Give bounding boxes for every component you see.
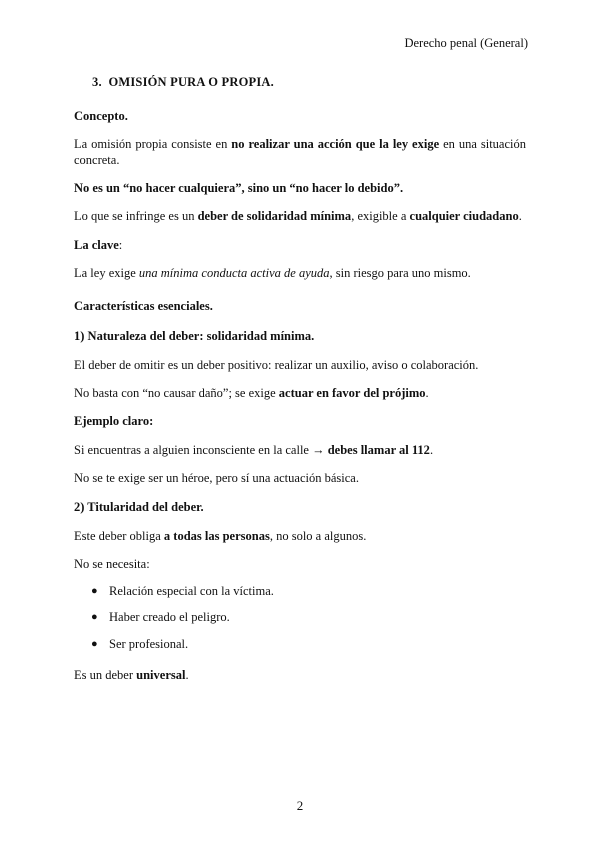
text-run: . — [425, 386, 429, 400]
page-number: 2 — [296, 798, 304, 813]
text-run: No basta con “no causar daño”; se exige — [74, 386, 279, 400]
subsection-1-heading: 1) Naturaleza del deber: solidaridad mínima. — [74, 329, 315, 343]
concepto-paragraph-2: No es un “no hacer cualquiera”, sino un “no hacer lo debido”. — [74, 181, 404, 195]
bold-run: a todas las personas — [163, 529, 270, 543]
text-run: Lo que se infringe es un — [74, 209, 198, 223]
bold-run: no realizar una acción que la ley exige — [231, 137, 440, 151]
subsection-2-paragraph-2: No se necesita: — [74, 557, 150, 571]
list-item: Haber creado el peligro. — [109, 610, 230, 624]
list-item: Ser profesional. — [109, 637, 189, 651]
text-run: Si encuentras a alguien inconsciente en la calle → — [74, 443, 328, 457]
bullet-dot-icon: ● — [91, 638, 98, 650]
ejemplo-heading: Ejemplo claro: — [74, 414, 154, 428]
section-number: 3. — [92, 75, 102, 89]
section-title-text: OMISIÓN PURA O PROPIA. — [108, 75, 274, 89]
subsection-1-paragraph-2 — [74, 385, 526, 401]
text-run: Es un deber — [74, 668, 137, 682]
subsection-2-heading: 2) Titularidad del deber. — [74, 500, 204, 514]
text-run: , no solo a algunos. — [269, 529, 367, 543]
running-header: Derecho penal (General) — [404, 36, 528, 50]
bold-run: deber de solidaridad mínima — [197, 209, 352, 223]
text-run: , exigible a — [351, 209, 410, 223]
concepto-heading: Concepto. — [74, 109, 128, 123]
clave-paragraph — [74, 265, 526, 281]
concepto-paragraph-3 — [74, 208, 526, 224]
text-run: en una situación concreta. — [74, 137, 526, 167]
bullet-dot-icon: ● — [91, 611, 98, 623]
caracteristicas-heading: Características esenciales. — [74, 299, 213, 313]
list-item: Relación especial con la víctima. — [109, 584, 274, 598]
italic-run: una mínima conducta activa de ayuda — [138, 266, 330, 280]
text-run: La ley exige — [74, 266, 139, 280]
subsection-1-paragraph-1: El deber de omitir es un deber positivo: realizar un auxilio, aviso o colaboración. — [74, 358, 479, 372]
bold-run: cualquier ciudadano — [409, 209, 519, 223]
subsection-2-paragraph-1 — [74, 528, 526, 544]
text-run: . — [429, 443, 434, 457]
bold-run: La clave — [74, 238, 119, 252]
section-title — [92, 74, 526, 90]
bullet-dot-icon: ● — [91, 585, 98, 597]
text-run: Este deber obliga — [74, 529, 164, 543]
text-run: : — [118, 238, 123, 252]
bold-run: universal — [136, 668, 186, 682]
text-run: . — [185, 668, 189, 682]
ejemplo-paragraph-2: No se te exige ser un héroe, pero sí una actuación básica. — [74, 471, 359, 485]
bold-run: actuar en favor del prójimo — [278, 386, 426, 400]
concepto-paragraph-1 — [74, 136, 526, 168]
subsection-2-paragraph-3 — [74, 667, 526, 683]
clave-heading — [74, 237, 526, 253]
text-run: . — [518, 209, 522, 223]
bold-run: debes llamar al 112 — [327, 443, 430, 457]
text-run: La omisión propia consiste en — [74, 137, 232, 151]
ejemplo-paragraph-1 — [74, 442, 526, 458]
text-run: , sin riesgo para uno mismo. — [329, 266, 471, 280]
